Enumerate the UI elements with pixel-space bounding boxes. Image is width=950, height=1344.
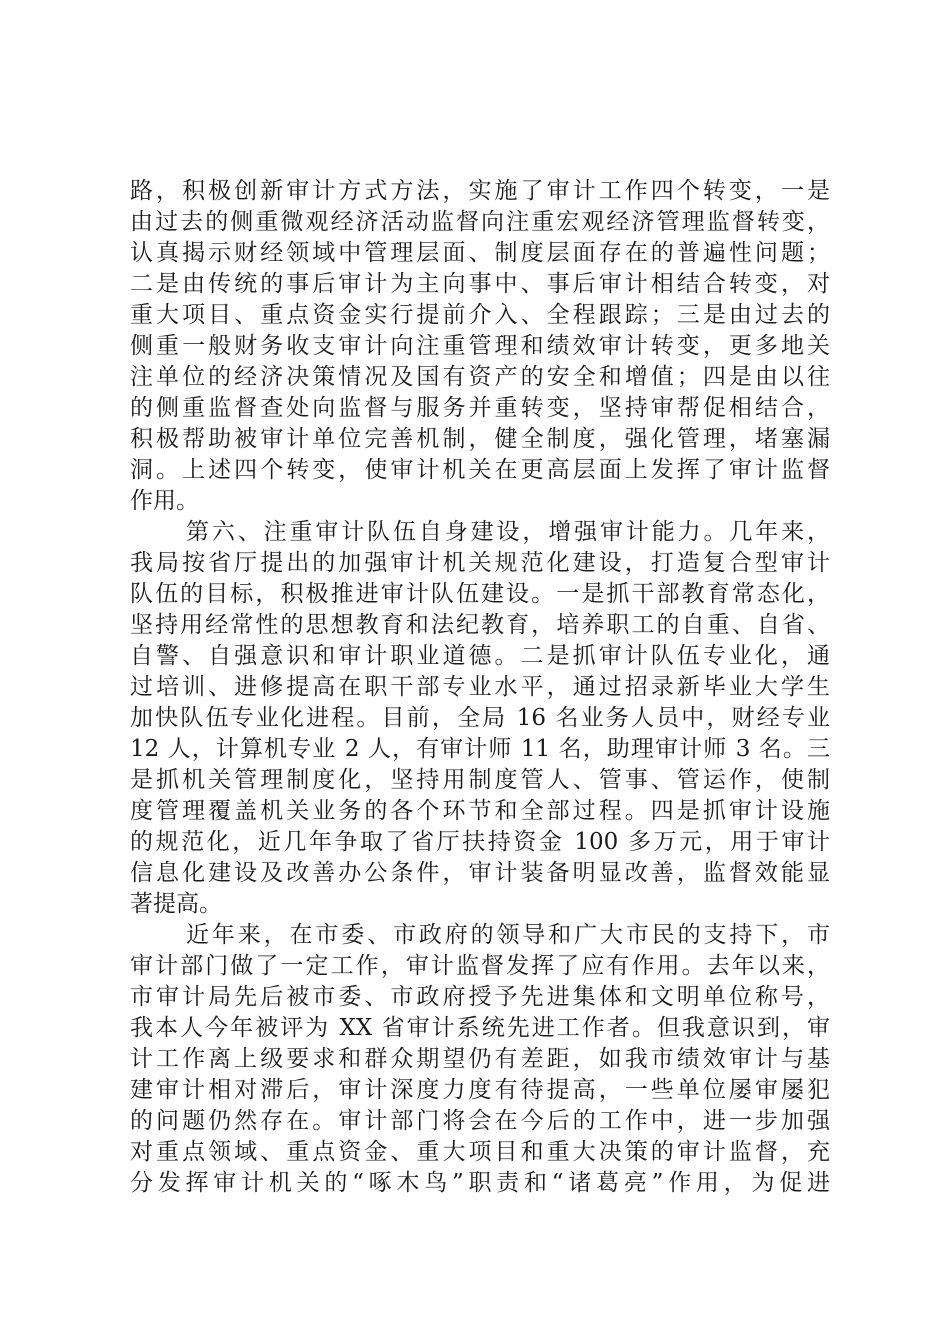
text-line: 度管理覆盖机关业务的各个环节和全部过程。四是抓审计设施	[130, 798, 830, 824]
text-line: 的侧重监督查处向监督与服务并重转变，坚持审帮促相结合，	[130, 395, 830, 421]
text-line: 第六、注重审计队伍自身建设，增强审计能力。几年来，	[186, 519, 830, 545]
text-line: 信息化建设及改善办公条件，审计装备明显改善，监督效能显	[130, 860, 830, 886]
text-line: 队伍的目标，积极推进审计队伍建设。一是抓干部教育常态化，	[130, 581, 830, 607]
text-line: 认真揭示财经领域中管理层面、制度层面存在的普遍性问题；	[130, 240, 830, 266]
text-line: 分发挥审计机关的“啄木鸟”职责和“诸葛亮”作用，为促进	[130, 1170, 830, 1196]
text-line: 市审计局先后被市委、市政府授予先进集体和文明单位称号，	[130, 984, 830, 1010]
text-line: 二是由传统的事后审计为主向事中、事后审计相结合转变，对	[130, 271, 830, 297]
text-line: 的问题仍然存在。审计部门将会在今后的工作中，进一步加强	[130, 1108, 830, 1134]
text-line: 我局按省厅提出的加强审计机关规范化建设，打造复合型审计	[130, 550, 830, 576]
text-line: 加快队伍专业化进程。目前，全局 16 名业务人员中，财经专业	[130, 705, 830, 731]
text-line: 审计部门做了一定工作，审计监督发挥了应有作用。去年以来，	[130, 953, 830, 979]
text-line: 我本人今年被评为 XX 省审计系统先进工作者。但我意识到，审	[130, 1015, 830, 1041]
text-line: 对重点领域、重点资金、重大项目和重大决策的审计监督，充	[130, 1139, 830, 1165]
text-line: 重大项目、重点资金实行提前介入、全程跟踪；三是由过去的	[130, 302, 830, 328]
document-page	[130, 176, 830, 1199]
text-line: 积极帮助被审计单位完善机制，健全制度，强化管理，堵塞漏	[130, 426, 830, 452]
paragraph-continuation	[130, 176, 830, 517]
text-line: 是抓机关管理制度化，坚持用制度管人、管事、管运作，使制	[130, 767, 830, 793]
text-line: 计工作离上级要求和群众期望仍有差距，如我市绩效审计与基	[130, 1046, 830, 1072]
text-line: 近年来，在市委、市政府的领导和广大市民的支持下，市	[186, 922, 830, 948]
text-line: 的规范化，近几年争取了省厅扶持资金 100 多万元，用于审计	[130, 829, 830, 855]
text-line: 著提高。	[130, 891, 222, 917]
text-line: 坚持用经常性的思想教育和法纪教育，培养职工的自重、自省、	[130, 612, 830, 638]
paragraph-recent-years	[130, 920, 830, 1199]
text-line: 洞。上述四个转变，使审计机关在更高层面上发挥了审计监督	[130, 457, 830, 483]
text-line: 建审计相对滞后，审计深度力度有待提高，一些单位屡审屡犯	[130, 1077, 830, 1103]
text-line: 过培训、进修提高在职干部专业水平，通过招录新毕业大学生	[130, 674, 830, 700]
text-line: 路，积极创新审计方式方法，实施了审计工作四个转变，一是	[130, 178, 830, 204]
paragraph-team-building	[130, 517, 830, 920]
text-line: 由过去的侧重微观经济活动监督向注重宏观经济管理监督转变，	[130, 209, 830, 235]
text-line: 自警、自强意识和审计职业道德。二是抓审计队伍专业化，通	[130, 643, 830, 669]
text-line: 12 人，计算机专业 2 人，有审计师 11 名，助理审计师 3 名。三	[130, 736, 830, 762]
text-line: 作用。	[130, 488, 199, 514]
text-line: 侧重一般财务收支审计向注重管理和绩效审计转变，更多地关	[130, 333, 830, 359]
text-line: 注单位的经济决策情况及国有资产的安全和增值；四是由以往	[130, 364, 830, 390]
